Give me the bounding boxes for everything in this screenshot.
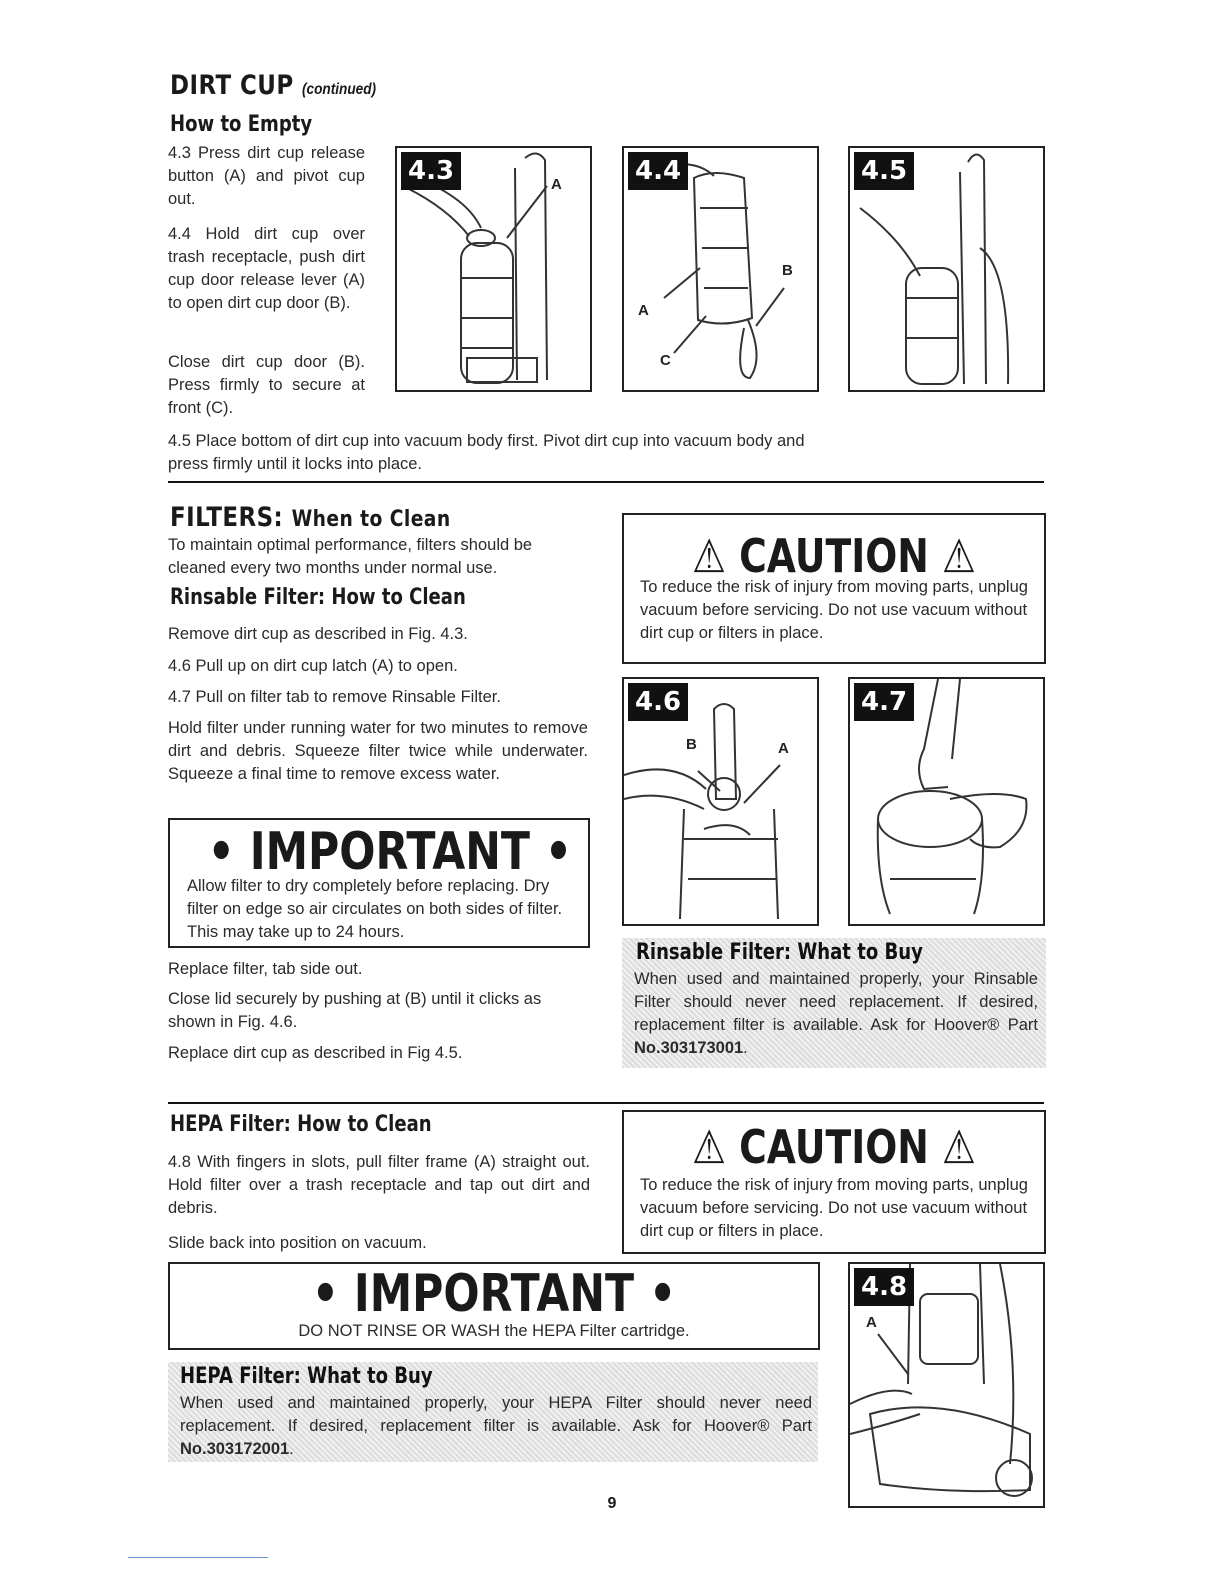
- warning-icon: ⚠: [692, 529, 726, 583]
- slide-back-text: Slide back into position on vacuum.: [168, 1234, 427, 1252]
- footer-line: [128, 1557, 268, 1558]
- replace-cup-text: Replace dirt cup as described in Fig 4.5.: [168, 1044, 463, 1062]
- label-a: A: [778, 740, 789, 757]
- important-box: [168, 1262, 820, 1350]
- label-b: B: [782, 262, 793, 279]
- remove-cup-text: Remove dirt cup as described in Fig. 4.3.: [168, 625, 468, 643]
- important-box: [168, 818, 590, 948]
- step-4-3-text: 4.3 Press dirt cup release button (A) and pivot cup out.: [168, 144, 365, 208]
- important-title: • IMPORTANT •: [311, 1264, 677, 1324]
- label-a: A: [638, 302, 649, 319]
- figure-4-8: [848, 1262, 1045, 1508]
- important-title: • IMPORTANT •: [207, 822, 573, 882]
- hepa-heading: HEPA Filter: How to Clean: [170, 1112, 432, 1137]
- step-4-7-text: 4.7 Pull on filter tab to remove Rinsable Filter.: [168, 688, 501, 706]
- rinsable-buy-text: When used and maintained properly, your Rinsable Filter should never need replacement. If desired, replacement filter is available. Ask for Hoover® Part No.303173001.: [634, 970, 1038, 1057]
- caution-heading: ⚠ CAUTION ⚠: [692, 1120, 976, 1174]
- rinsable-buy-title: Rinsable Filter: What to Buy: [636, 940, 923, 965]
- hold-filter-text: Hold filter under running water for two minutes to remove dirt and debris. Squeeze filter twice while underwater. Squeeze a final time to remove excess water.: [168, 719, 588, 783]
- figure-badge: 4.3: [401, 152, 461, 190]
- filters-intro: To maintain optimal performance, filters should be cleaned every two months under normal use.: [168, 536, 533, 577]
- warning-icon: ⚠: [942, 1120, 976, 1174]
- caution-text: To reduce the risk of injury from moving parts, unplug vacuum before servicing. Do not use vacuum without dirt cup or filters in place.: [640, 578, 1028, 642]
- close-door-text: Close dirt cup door (B). Press firmly to secure at front (C).: [168, 353, 365, 417]
- figure-4-5: [848, 146, 1045, 392]
- part-number: No.303172001: [180, 1440, 290, 1458]
- important-text: DO NOT RINSE OR WASH the HEPA Filter cartridge.: [298, 1322, 690, 1340]
- step-4-4-text: 4.4 Hold dirt cup over trash receptacle, push dirt cup door release lever (A) to open dirt cup door (B).: [168, 225, 365, 312]
- caution-heading: ⚠ CAUTION ⚠: [692, 529, 976, 583]
- figure-badge: 4.7: [854, 683, 914, 721]
- close-lid-text: Close lid securely by pushing at (B) until it clicks as shown in Fig. 4.6.: [168, 990, 542, 1031]
- filters-title: FILTERS: When to Clean: [170, 502, 451, 533]
- dirt-cup-title: DIRT CUP (continued): [170, 70, 377, 101]
- warning-icon: ⚠: [692, 1120, 726, 1174]
- replace-filter-text: Replace filter, tab side out.: [168, 960, 363, 978]
- caution-box: [622, 1110, 1046, 1254]
- rinsable-buy-panel: [622, 938, 1046, 1068]
- label-c: C: [660, 352, 671, 369]
- figure-badge: 4.5: [854, 152, 914, 190]
- section-divider: [168, 1102, 1044, 1104]
- step-4-8-text: 4.8 With fingers in slots, pull filter frame (A) straight out. Hold filter over a trash receptacle and tap out dirt and debris.: [168, 1153, 590, 1217]
- label-b: B: [686, 736, 697, 753]
- caution-text: To reduce the risk of injury from moving parts, unplug vacuum before servicing. Do not use vacuum without dirt cup or filters in place.: [640, 1176, 1028, 1240]
- hepa-buy-title: HEPA Filter: What to Buy: [180, 1364, 433, 1389]
- rinsable-heading: Rinsable Filter: How to Clean: [170, 585, 466, 610]
- caution-box: [622, 513, 1046, 664]
- continued-note: (continued): [302, 81, 377, 98]
- warning-icon: ⚠: [942, 529, 976, 583]
- page-number: 9: [607, 1495, 617, 1512]
- figure-4-4: [622, 146, 819, 392]
- figure-4-6: [622, 677, 819, 926]
- hepa-buy-panel: [168, 1362, 818, 1462]
- label-a: A: [551, 176, 562, 193]
- figure-badge: 4.4: [628, 152, 688, 190]
- label-a: A: [866, 1314, 877, 1331]
- step-4-5-text: 4.5 Place bottom of dirt cup into vacuum body first. Pivot dirt cup into vacuum body and press firmly until it locks into place.: [168, 432, 805, 473]
- important-text: Allow filter to dry completely before replacing. Dry filter on edge so air circulates on both sides of filter. This may take up to 24 hours.: [187, 877, 563, 941]
- figure-badge: 4.6: [628, 683, 688, 721]
- figure-4-3: [395, 146, 592, 392]
- figure-badge: 4.8: [854, 1268, 914, 1306]
- how-to-empty-heading: How to Empty: [170, 112, 313, 137]
- hepa-buy-text: When used and maintained properly, your HEPA Filter should never need replacement. If desired, replacement filter is available. Ask for Hoover® Part No.303172001.: [180, 1394, 812, 1458]
- figure-4-7: [848, 677, 1045, 926]
- step-4-6-text: 4.6 Pull up on dirt cup latch (A) to open.: [168, 657, 458, 675]
- part-number: No.303173001: [634, 1039, 744, 1057]
- section-divider: [168, 481, 1044, 483]
